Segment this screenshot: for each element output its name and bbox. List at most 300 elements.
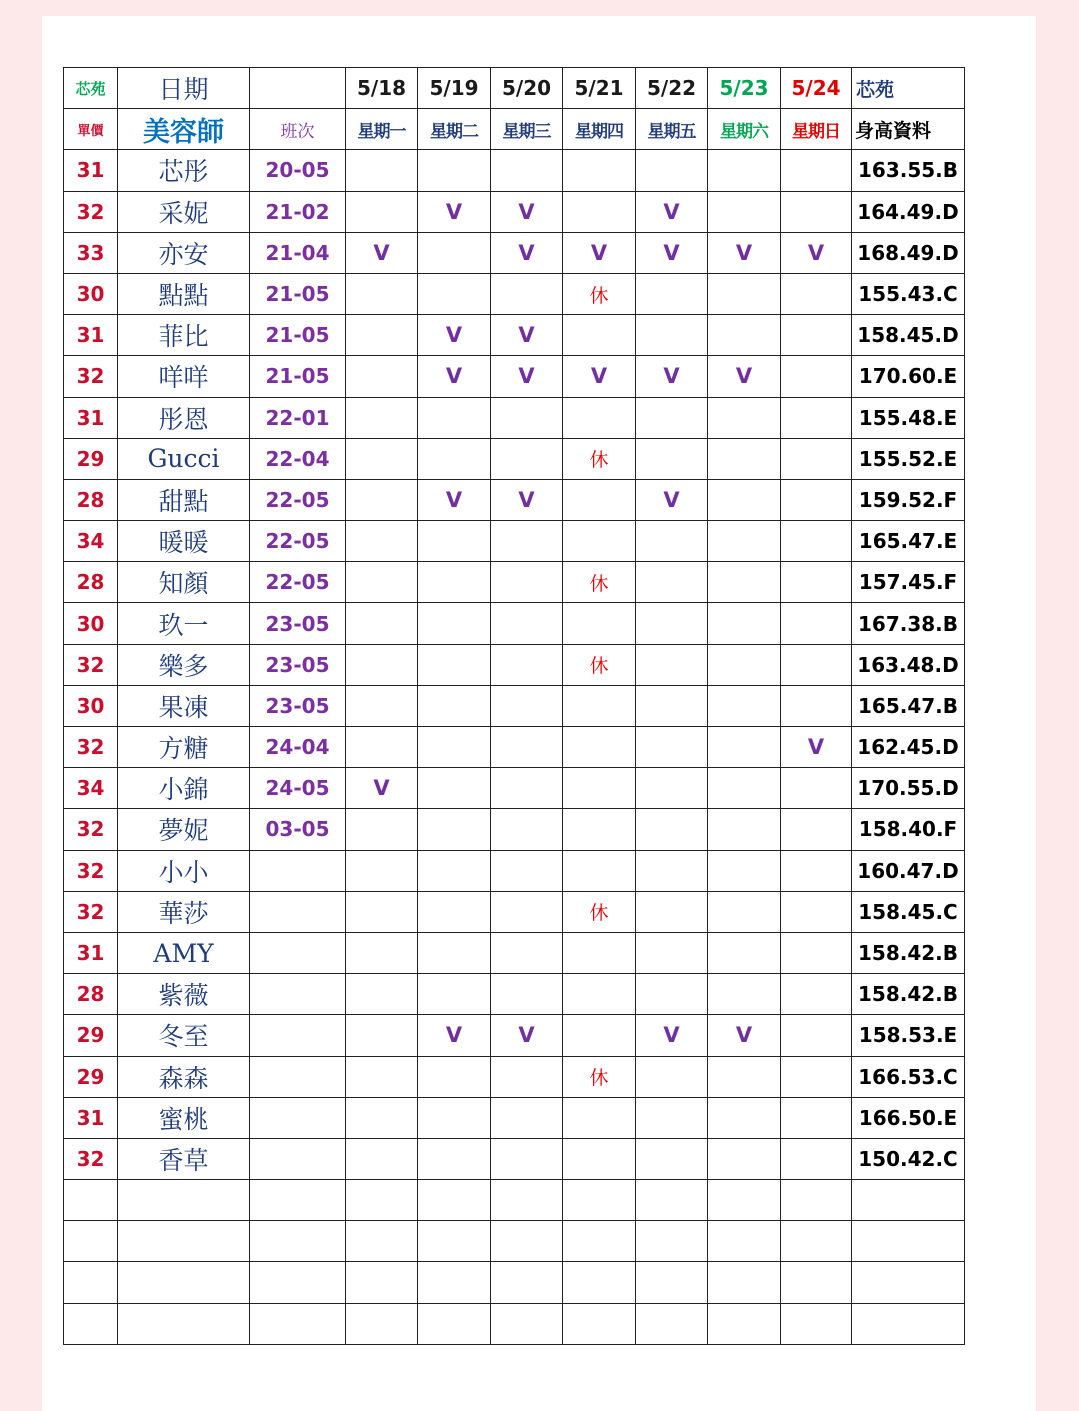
empty-cell: [418, 1180, 491, 1221]
empty-cell: [418, 1221, 491, 1262]
schedule-mark-cell: [491, 273, 563, 314]
table-row: [64, 850, 965, 891]
shift-cell: 23-05: [250, 603, 346, 644]
schedule-mark-cell: [708, 727, 781, 768]
price-cell: 32: [64, 850, 118, 891]
schedule-mark-cell: [781, 891, 852, 932]
schedule-mark-cell: V: [418, 315, 491, 356]
schedule-body: [64, 150, 965, 1344]
date-label: 日期: [118, 68, 250, 109]
beautician-name-cell: 甜點: [118, 479, 250, 520]
schedule-mark-cell: V: [563, 232, 636, 273]
schedule-mark-cell: [636, 727, 708, 768]
schedule-mark-cell: [563, 603, 636, 644]
shift-label: 班次: [250, 109, 346, 150]
schedule-mark-cell: [491, 850, 563, 891]
shift-cell: 21-02: [250, 191, 346, 232]
shift-cell: 23-05: [250, 685, 346, 726]
schedule-mark-cell: [563, 521, 636, 562]
schedule-mark-cell: [708, 850, 781, 891]
height-data-cell: 157.45.F: [852, 562, 965, 603]
schedule-mark-cell: [346, 1015, 418, 1056]
beautician-name-cell: 咩咩: [118, 356, 250, 397]
schedule-mark-cell: [781, 1138, 852, 1179]
schedule-mark-cell: [418, 974, 491, 1015]
table-row: [64, 562, 965, 603]
empty-cell: [852, 1180, 965, 1221]
empty-cell: [636, 1180, 708, 1221]
schedule-mark-cell: [636, 974, 708, 1015]
empty-row: [64, 1303, 965, 1344]
shift-cell: 21-05: [250, 315, 346, 356]
empty-cell: [346, 1303, 418, 1344]
height-data-cell: 166.53.C: [852, 1056, 965, 1097]
price-cell: 32: [64, 727, 118, 768]
schedule-mark-cell: [418, 727, 491, 768]
price-cell: 32: [64, 809, 118, 850]
schedule-mark-cell: [781, 603, 852, 644]
schedule-mark-cell: 休: [563, 644, 636, 685]
height-data-cell: 165.47.B: [852, 685, 965, 726]
height-data-cell: 158.53.E: [852, 1015, 965, 1056]
schedule-mark-cell: [491, 932, 563, 973]
price-cell: 31: [64, 397, 118, 438]
price-cell: 31: [64, 932, 118, 973]
beautician-name-cell: Gucci: [118, 438, 250, 479]
empty-cell: [250, 1221, 346, 1262]
header-blank-cell: [250, 68, 346, 109]
beautician-name-cell: 小錦: [118, 768, 250, 809]
price-cell: 32: [64, 1138, 118, 1179]
height-data-cell: 170.55.D: [852, 768, 965, 809]
shift-cell: 22-05: [250, 521, 346, 562]
height-data-cell: 158.42.B: [852, 932, 965, 973]
price-cell: 32: [64, 191, 118, 232]
empty-cell: [64, 1262, 118, 1303]
schedule-mark-cell: [708, 1097, 781, 1138]
table-row: [64, 685, 965, 726]
beautician-name-cell: 采妮: [118, 191, 250, 232]
schedule-mark-cell: [636, 644, 708, 685]
price-cell: 31: [64, 315, 118, 356]
empty-cell: [563, 1303, 636, 1344]
schedule-mark-cell: [346, 644, 418, 685]
schedule-mark-cell: [418, 891, 491, 932]
schedule-mark-cell: [563, 397, 636, 438]
table-row: [64, 1097, 965, 1138]
schedule-table: [63, 67, 965, 1345]
schedule-mark-cell: [491, 1138, 563, 1179]
price-cell: 28: [64, 974, 118, 1015]
schedule-mark-cell: [781, 150, 852, 191]
schedule-mark-cell: [491, 727, 563, 768]
empty-cell: [636, 1262, 708, 1303]
schedule-mark-cell: [418, 768, 491, 809]
schedule-mark-cell: [563, 1015, 636, 1056]
height-data-cell: 158.45.D: [852, 315, 965, 356]
schedule-mark-cell: [346, 1056, 418, 1097]
schedule-mark-cell: [346, 438, 418, 479]
schedule-mark-cell: [563, 315, 636, 356]
schedule-mark-cell: [346, 150, 418, 191]
schedule-mark-cell: [636, 562, 708, 603]
schedule-mark-cell: V: [781, 727, 852, 768]
schedule-mark-cell: [636, 932, 708, 973]
header-row-days: [64, 109, 965, 150]
empty-cell: [346, 1262, 418, 1303]
schedule-mark-cell: V: [491, 1015, 563, 1056]
empty-cell: [781, 1303, 852, 1344]
table-row: [64, 768, 965, 809]
schedule-mark-cell: V: [418, 191, 491, 232]
beautician-name-cell: 小小: [118, 850, 250, 891]
schedule-mark-cell: [563, 727, 636, 768]
schedule-mark-cell: [636, 150, 708, 191]
height-data-cell: 163.55.B: [852, 150, 965, 191]
date-3: 5/20: [491, 68, 563, 109]
table-row: [64, 1138, 965, 1179]
schedule-mark-cell: [708, 438, 781, 479]
schedule-mark-cell: [708, 891, 781, 932]
schedule-mark-cell: [418, 1056, 491, 1097]
empty-cell: [250, 1303, 346, 1344]
header-row-dates: [64, 68, 965, 109]
height-data-cell: 155.48.E: [852, 397, 965, 438]
schedule-mark-cell: 休: [563, 562, 636, 603]
height-data-cell: 158.45.C: [852, 891, 965, 932]
schedule-mark-cell: [781, 356, 852, 397]
schedule-mark-cell: V: [491, 356, 563, 397]
schedule-mark-cell: [491, 974, 563, 1015]
schedule-mark-cell: 休: [563, 1056, 636, 1097]
price-cell: 32: [64, 891, 118, 932]
schedule-mark-cell: [491, 1056, 563, 1097]
table-row: [64, 397, 965, 438]
schedule-mark-cell: V: [418, 479, 491, 520]
shift-cell: 21-04: [250, 232, 346, 273]
schedule-mark-cell: 休: [563, 438, 636, 479]
table-row: [64, 150, 965, 191]
empty-cell: [708, 1303, 781, 1344]
schedule-mark-cell: [781, 932, 852, 973]
beautician-name-cell: 果凍: [118, 685, 250, 726]
shift-cell: [250, 891, 346, 932]
beautician-name-cell: 紫薇: [118, 974, 250, 1015]
price-cell: 29: [64, 1056, 118, 1097]
schedule-mark-cell: [563, 850, 636, 891]
schedule-mark-cell: 休: [563, 273, 636, 314]
schedule-mark-cell: [418, 232, 491, 273]
empty-cell: [118, 1303, 250, 1344]
empty-cell: [636, 1303, 708, 1344]
table-row: [64, 1056, 965, 1097]
schedule-mark-cell: [636, 603, 708, 644]
schedule-mark-cell: [636, 685, 708, 726]
empty-cell: [781, 1180, 852, 1221]
schedule-mark-cell: [636, 521, 708, 562]
schedule-mark-cell: [491, 685, 563, 726]
schedule-mark-cell: [346, 1138, 418, 1179]
height-data-cell: 155.43.C: [852, 273, 965, 314]
schedule-mark-cell: [418, 438, 491, 479]
corner-top-label: 芯苑: [64, 68, 118, 109]
schedule-mark-cell: V: [708, 356, 781, 397]
empty-cell: [491, 1221, 563, 1262]
empty-cell: [563, 1180, 636, 1221]
empty-row: [64, 1180, 965, 1221]
price-cell: 30: [64, 603, 118, 644]
shift-cell: 22-01: [250, 397, 346, 438]
schedule-mark-cell: [563, 932, 636, 973]
empty-cell: [250, 1262, 346, 1303]
schedule-mark-cell: [346, 191, 418, 232]
schedule-mark-cell: [418, 850, 491, 891]
schedule-mark-cell: V: [636, 191, 708, 232]
schedule-mark-cell: [708, 315, 781, 356]
height-data-cell: 165.47.E: [852, 521, 965, 562]
schedule-mark-cell: [708, 974, 781, 1015]
schedule-mark-cell: [346, 850, 418, 891]
empty-cell: [563, 1221, 636, 1262]
schedule-mark-cell: [346, 1097, 418, 1138]
empty-cell: [118, 1180, 250, 1221]
date-2: 5/19: [418, 68, 491, 109]
price-cell: 30: [64, 273, 118, 314]
schedule-mark-cell: [491, 644, 563, 685]
table-row: [64, 932, 965, 973]
schedule-mark-cell: [781, 685, 852, 726]
schedule-mark-cell: [781, 191, 852, 232]
table-row: [64, 644, 965, 685]
height-data-cell: 168.49.D: [852, 232, 965, 273]
table-row: [64, 727, 965, 768]
schedule-mark-cell: [781, 809, 852, 850]
date-1: 5/18: [346, 68, 418, 109]
schedule-mark-cell: V: [346, 232, 418, 273]
schedule-mark-cell: [418, 932, 491, 973]
schedule-mark-cell: [781, 768, 852, 809]
shift-cell: 24-05: [250, 768, 346, 809]
schedule-mark-cell: [346, 521, 418, 562]
schedule-mark-cell: [346, 891, 418, 932]
schedule-mark-cell: [491, 397, 563, 438]
schedule-mark-cell: [563, 685, 636, 726]
empty-cell: [118, 1262, 250, 1303]
empty-cell: [708, 1180, 781, 1221]
empty-cell: [491, 1262, 563, 1303]
schedule-mark-cell: [708, 562, 781, 603]
schedule-mark-cell: [781, 1015, 852, 1056]
beautician-name-cell: 知顏: [118, 562, 250, 603]
day-3: 星期三: [491, 109, 563, 150]
shift-cell: 03-05: [250, 809, 346, 850]
schedule-mark-cell: [781, 438, 852, 479]
price-cell: 28: [64, 562, 118, 603]
schedule-mark-cell: [708, 768, 781, 809]
height-data-cell: 159.52.F: [852, 479, 965, 520]
beautician-name-cell: 蜜桃: [118, 1097, 250, 1138]
empty-cell: [563, 1262, 636, 1303]
empty-cell: [491, 1303, 563, 1344]
price-cell: 29: [64, 438, 118, 479]
table-row: [64, 479, 965, 520]
table-row: [64, 891, 965, 932]
day-5: 星期五: [636, 109, 708, 150]
schedule-mark-cell: [636, 438, 708, 479]
schedule-mark-cell: V: [491, 232, 563, 273]
height-data-cell: 164.49.D: [852, 191, 965, 232]
schedule-mark-cell: [346, 397, 418, 438]
schedule-mark-cell: [781, 479, 852, 520]
schedule-mark-cell: [418, 644, 491, 685]
empty-cell: [418, 1303, 491, 1344]
height-data-cell: 170.60.E: [852, 356, 965, 397]
shift-cell: 22-05: [250, 562, 346, 603]
schedule-mark-cell: [781, 1097, 852, 1138]
shift-cell: [250, 1138, 346, 1179]
date-5: 5/22: [636, 68, 708, 109]
schedule-mark-cell: [636, 1138, 708, 1179]
empty-cell: [852, 1221, 965, 1262]
schedule-mark-cell: V: [491, 315, 563, 356]
schedule-mark-cell: [781, 850, 852, 891]
schedule-mark-cell: V: [636, 1015, 708, 1056]
empty-cell: [118, 1221, 250, 1262]
date-4: 5/21: [563, 68, 636, 109]
price-cell: 31: [64, 1097, 118, 1138]
schedule-mark-cell: [346, 974, 418, 1015]
schedule-mark-cell: [708, 479, 781, 520]
date-7: 5/24: [781, 68, 852, 109]
day-6: 星期六: [708, 109, 781, 150]
height-data-cell: 167.38.B: [852, 603, 965, 644]
schedule-mark-cell: [491, 562, 563, 603]
schedule-mark-cell: [563, 974, 636, 1015]
schedule-mark-cell: [636, 315, 708, 356]
beautician-name-cell: 亦安: [118, 232, 250, 273]
schedule-mark-cell: [418, 521, 491, 562]
schedule-mark-cell: V: [636, 232, 708, 273]
schedule-mark-cell: [491, 438, 563, 479]
shift-cell: 22-05: [250, 479, 346, 520]
schedule-mark-cell: V: [418, 1015, 491, 1056]
schedule-mark-cell: [491, 603, 563, 644]
price-cell: 29: [64, 1015, 118, 1056]
empty-cell: [636, 1221, 708, 1262]
schedule-mark-cell: [636, 891, 708, 932]
empty-cell: [250, 1180, 346, 1221]
schedule-mark-cell: 休: [563, 891, 636, 932]
beautician-name-cell: 玖一: [118, 603, 250, 644]
beautician-name-cell: AMY: [118, 932, 250, 973]
schedule-mark-cell: V: [418, 356, 491, 397]
price-cell: 31: [64, 150, 118, 191]
schedule-mark-cell: [346, 356, 418, 397]
schedule-mark-cell: [708, 191, 781, 232]
schedule-mark-cell: [491, 150, 563, 191]
schedule-mark-cell: [636, 397, 708, 438]
schedule-mark-cell: [346, 562, 418, 603]
schedule-mark-cell: [418, 562, 491, 603]
table-row: [64, 974, 965, 1015]
price-cell: 30: [64, 685, 118, 726]
height-data-cell: 163.48.D: [852, 644, 965, 685]
schedule-mark-cell: [708, 397, 781, 438]
shift-cell: 23-05: [250, 644, 346, 685]
shift-cell: [250, 1097, 346, 1138]
table-row: [64, 603, 965, 644]
day-1: 星期一: [346, 109, 418, 150]
schedule-mark-cell: [418, 685, 491, 726]
height-data-cell: 160.47.D: [852, 850, 965, 891]
empty-cell: [781, 1262, 852, 1303]
schedule-mark-cell: [708, 644, 781, 685]
beautician-name-cell: 冬至: [118, 1015, 250, 1056]
table-row: [64, 521, 965, 562]
empty-row: [64, 1262, 965, 1303]
shift-cell: [250, 932, 346, 973]
height-data-cell: 155.52.E: [852, 438, 965, 479]
schedule-mark-cell: [346, 727, 418, 768]
schedule-mark-cell: V: [636, 479, 708, 520]
schedule-mark-cell: V: [708, 232, 781, 273]
schedule-mark-cell: [636, 1056, 708, 1097]
schedule-mark-cell: [636, 809, 708, 850]
schedule-mark-cell: [491, 521, 563, 562]
schedule-mark-cell: [491, 768, 563, 809]
schedule-mark-cell: [346, 603, 418, 644]
day-7: 星期日: [781, 109, 852, 150]
right-bottom-label: 身高資料: [852, 109, 965, 150]
right-top-label: 芯苑: [852, 68, 965, 109]
schedule-mark-cell: V: [563, 356, 636, 397]
schedule-mark-cell: [781, 974, 852, 1015]
schedule-mark-cell: [563, 809, 636, 850]
schedule-mark-cell: [491, 1097, 563, 1138]
schedule-mark-cell: [418, 150, 491, 191]
schedule-mark-cell: [781, 397, 852, 438]
beautician-name-cell: 樂多: [118, 644, 250, 685]
empty-cell: [781, 1221, 852, 1262]
schedule-mark-cell: [781, 521, 852, 562]
table-row: [64, 1015, 965, 1056]
schedule-mark-cell: [418, 1138, 491, 1179]
height-data-cell: 158.42.B: [852, 974, 965, 1015]
beautician-label: 美容師: [118, 109, 250, 150]
beautician-name-cell: 芯彤: [118, 150, 250, 191]
schedule-mark-cell: [346, 932, 418, 973]
table-row: [64, 191, 965, 232]
beautician-name-cell: 夢妮: [118, 809, 250, 850]
empty-cell: [852, 1262, 965, 1303]
beautician-name-cell: 森森: [118, 1056, 250, 1097]
schedule-mark-cell: [708, 1138, 781, 1179]
table-row: [64, 232, 965, 273]
empty-cell: [491, 1180, 563, 1221]
day-4: 星期四: [563, 109, 636, 150]
table-row: [64, 438, 965, 479]
schedule-mark-cell: [346, 809, 418, 850]
schedule-mark-cell: [346, 685, 418, 726]
empty-cell: [418, 1262, 491, 1303]
schedule-mark-cell: [636, 768, 708, 809]
schedule-mark-cell: [563, 1138, 636, 1179]
schedule-mark-cell: [636, 273, 708, 314]
schedule-mark-cell: [708, 521, 781, 562]
table-row: [64, 315, 965, 356]
schedule-mark-cell: [418, 809, 491, 850]
height-data-cell: 158.40.F: [852, 809, 965, 850]
